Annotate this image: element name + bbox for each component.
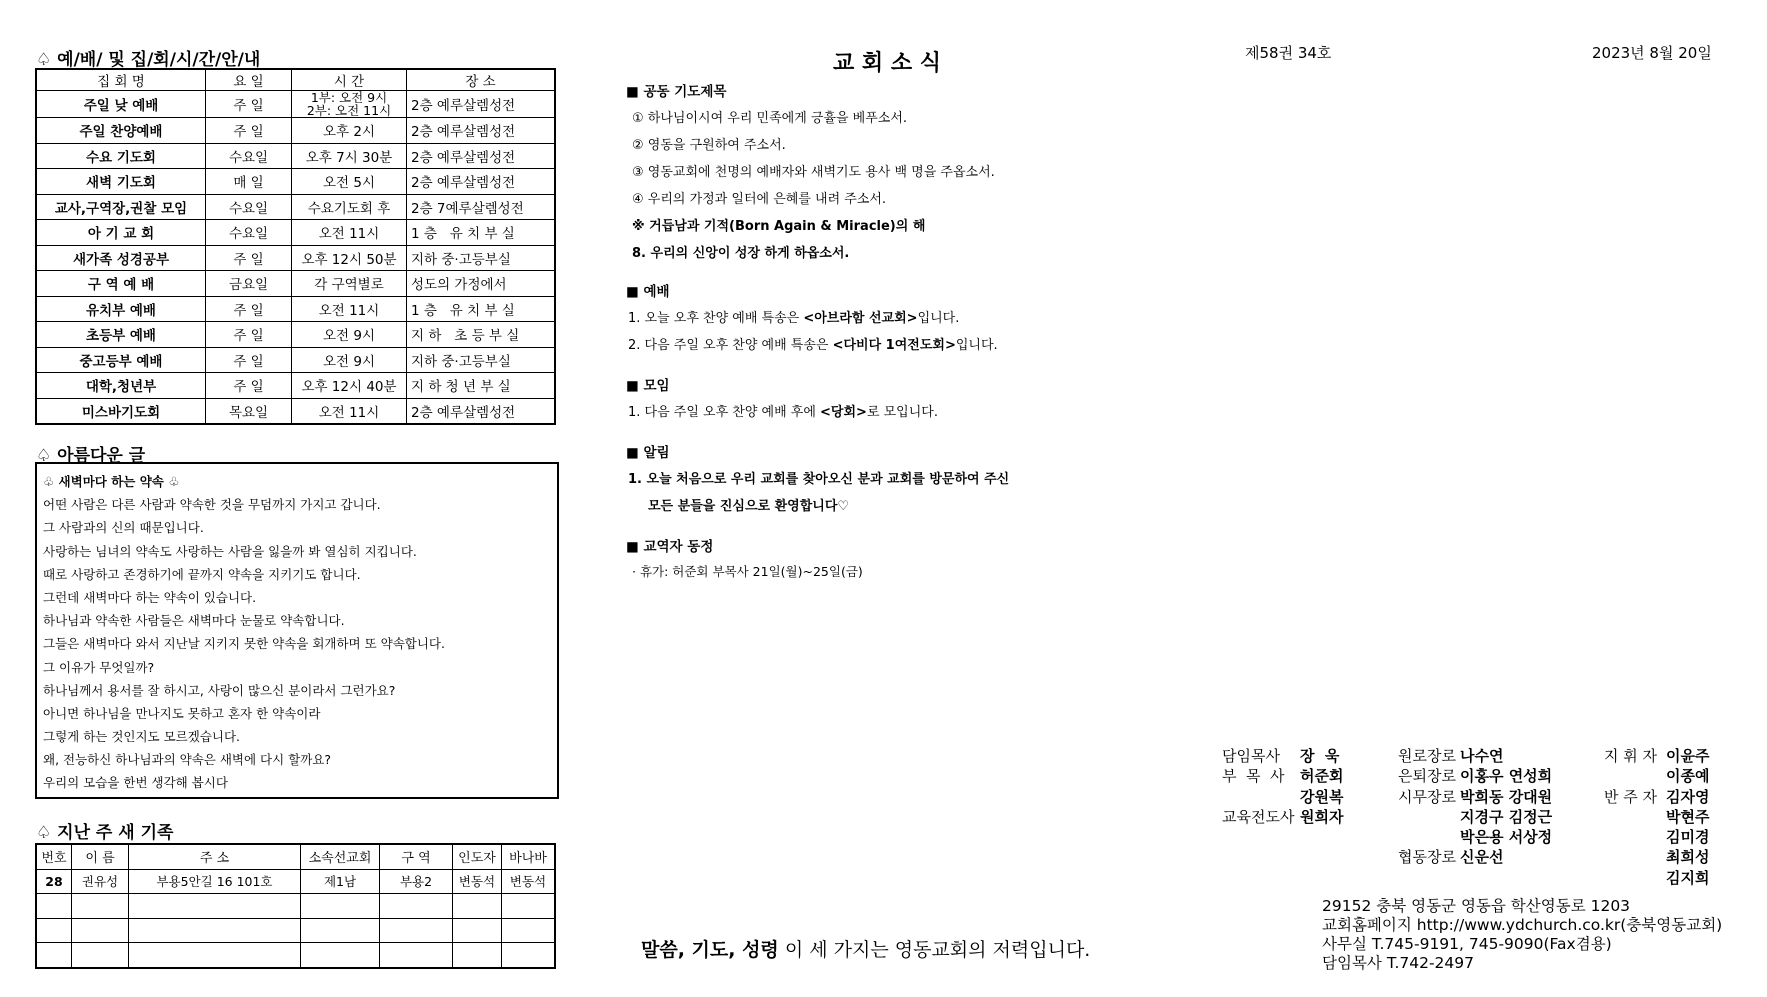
staff-role: [1398, 826, 1460, 846]
schedule-name: 구 역 예 배: [36, 271, 206, 297]
poem-line: 우리의 모습을 한번 생각해 봅시다: [43, 775, 228, 791]
family-address: 부용5안길 16 101호: [129, 869, 301, 894]
homepage-link[interactable]: 교회홈페이지 http://www.ydchurch.co.kr(충북영동교회): [1322, 916, 1723, 934]
poem-heading: ♧ 새벽마다 하는 약속 ♧: [43, 474, 180, 489]
staff-name: 허준회: [1300, 767, 1344, 786]
family-barnabas: [502, 943, 556, 968]
poem-line: 하나님과 약속한 사람들은 새벽마다 눈물로 약속합니다.: [43, 613, 345, 629]
schedule-time: 오전 5시: [292, 169, 407, 195]
church-contact: [1322, 897, 1722, 973]
staff-role: 은퇴장로: [1398, 767, 1456, 786]
address: 29152 충북 영동군 영동읍 학산영동로 1203: [1322, 897, 1631, 915]
schedule-row: [36, 322, 555, 348]
schedule-time: 오전 9시: [292, 347, 407, 373]
staff-role: 교육전도사: [1222, 807, 1295, 826]
schedule-day: 주 일: [206, 91, 292, 118]
family-guide: [453, 918, 502, 943]
staff-row: [1222, 745, 1343, 765]
schedule-place: 지 하 청 년 부 실: [407, 373, 556, 399]
schedule-time: 오후 2시: [292, 118, 407, 144]
staff-row: [1604, 745, 1709, 765]
staff-name: 원희자: [1300, 807, 1344, 826]
worship-item: [626, 307, 1146, 334]
schedule-place: 2층 7예루살렘성전: [407, 194, 556, 220]
schedule-place: 1 층 유 치 부 실: [407, 220, 556, 246]
staff-column-3: [1604, 745, 1709, 887]
worship-item: [626, 334, 1146, 374]
family-header: 소속선교회: [301, 844, 380, 869]
worship-item-group: <다비다 1여전도회>: [832, 338, 956, 353]
schedule-time: 오전 9시: [292, 322, 407, 348]
schedule-name: 미스바기도회: [36, 398, 206, 424]
staff-role: [1604, 765, 1666, 785]
staff-name: 김자영: [1666, 787, 1710, 806]
schedule-name: 유치부 예배: [36, 296, 206, 322]
staff-row: [1604, 786, 1709, 806]
worship-item-text: 입니다.: [955, 338, 998, 353]
poem-line: 하나님께서 용서를 잘 하시고, 사랑이 많으신 분이라서 그런가요?: [43, 682, 396, 698]
staff-row: [1604, 826, 1709, 846]
year-theme: ※ 거듭남과 기적(Born Again & Miracle)의 해: [632, 219, 926, 234]
family-number: [36, 894, 72, 919]
schedule-row: [36, 143, 555, 169]
worship-heading: ■ 예배: [626, 284, 670, 300]
staff-row: [1398, 745, 1552, 765]
schedule-title: ♤ 예/배/ 및 집/회/시/간/안/내: [36, 50, 261, 70]
staff-name: 박은용 서상정: [1460, 828, 1553, 847]
family-name: [72, 943, 129, 968]
schedule-row: [36, 271, 555, 297]
schedule-time: 1부: 오전 9시 2부: 오전 11시: [292, 91, 407, 118]
staff-role: [1222, 786, 1300, 806]
meeting-item: [626, 401, 1146, 441]
schedule-name: 대학,청년부: [36, 373, 206, 399]
family-district: 부용2: [380, 869, 453, 894]
schedule-row: [36, 373, 555, 399]
staff-role: 지 휘 자: [1604, 747, 1658, 765]
month-theme: 8. 우리의 신앙이 성장 하게 하옵소서.: [632, 246, 850, 261]
poem-line: 때로 사랑하고 존경하기에 끝까지 약속을 지키기도 합니다.: [43, 566, 361, 582]
poem-line: 아니면 하나님을 만나지도 못하고 혼자 한 약속이라: [43, 705, 321, 721]
schedule-day: 주 일: [206, 373, 292, 399]
staff-name: 박희동 강대원: [1460, 787, 1553, 806]
family-table: [35, 843, 556, 969]
staff-name: 나수연: [1460, 747, 1504, 765]
schedule-table: [35, 68, 556, 425]
worship-item-text: 1. 오늘 오후 찬양 예배 특송은: [628, 311, 804, 326]
staff-row: [1398, 826, 1552, 846]
schedule-row: [36, 169, 555, 195]
family-address: [129, 918, 301, 943]
family-barnabas: [502, 918, 556, 943]
schedule-day: 주 일: [206, 347, 292, 373]
schedule-place: 성도의 가정에서: [407, 271, 556, 297]
family-title: ♤ 지난 주 새 기족: [36, 823, 174, 843]
motto-rest: 이 세 가지는 영동교회의 저력입니다.: [778, 939, 1091, 961]
family-number: [36, 918, 72, 943]
meeting-item-group: <당회>: [820, 405, 867, 420]
staff-role: 시무장로: [1398, 787, 1456, 806]
schedule-time: 오후 7시 30분: [292, 143, 407, 169]
staff-row: [1222, 765, 1343, 785]
family-name: [72, 918, 129, 943]
schedule-row: [36, 245, 555, 271]
staff-row: [1222, 806, 1343, 826]
schedule-place: 지하 중·고등부실: [407, 347, 556, 373]
schedule-row: [36, 296, 555, 322]
family-row: [36, 869, 555, 894]
office-phone: 사무실 T.745-9191, 745-9090(Fax겸용): [1322, 935, 1612, 953]
schedule-day: 수요일: [206, 194, 292, 220]
meeting-item-text: 로 모입니다.: [866, 405, 938, 420]
family-mission: 제1남: [301, 869, 380, 894]
staff-row: [1398, 846, 1552, 866]
motto-bold: 말씀, 기도, 성령: [641, 939, 779, 961]
staff-role: 부 목 사: [1222, 767, 1285, 786]
family-guide: [453, 894, 502, 919]
schedule-place: 지 하 초 등 부 실: [407, 322, 556, 348]
schedule-name: 초등부 예배: [36, 322, 206, 348]
family-header: 주 소: [129, 844, 301, 869]
family-district: [380, 943, 453, 968]
staff-row: [1222, 786, 1343, 806]
family-district: [380, 894, 453, 919]
poem-line: 왜, 전능하신 하나님과의 약속은 새벽에 다시 할까요?: [43, 752, 332, 768]
schedule-day: 주 일: [206, 245, 292, 271]
family-district: [380, 918, 453, 943]
schedule-day: 주 일: [206, 296, 292, 322]
schedule-name: 중고등부 예배: [36, 347, 206, 373]
family-number: [36, 943, 72, 968]
schedule-row: [36, 194, 555, 220]
schedule-time: 오전 11시: [292, 220, 407, 246]
staff-role: [1604, 806, 1666, 826]
staff-role: 담임목사: [1222, 747, 1280, 765]
schedule-place: 2층 예루살렘성전: [407, 169, 556, 195]
schedule-day: 목요일: [206, 398, 292, 424]
church-news: [626, 80, 1146, 589]
staff-name: 신운선: [1460, 848, 1504, 867]
staff-role: [1398, 806, 1460, 826]
schedule-day: 주 일: [206, 118, 292, 144]
staff-news-item: · 휴가: 허준회 부목사 21일(월)~25일(금): [632, 564, 863, 579]
poem-line: 어떤 사람은 다른 사람과 약속한 것을 무덤까지 가지고 갑니다.: [43, 497, 381, 513]
family-guide: 변동석: [453, 869, 502, 894]
prayer-item: ② 영동을 구원하여 주소서.: [632, 138, 786, 153]
family-mission: [301, 943, 380, 968]
family-header: 구 역: [380, 844, 453, 869]
staff-role: 반 주 자: [1604, 787, 1658, 806]
schedule-header: 장 소: [407, 69, 556, 91]
schedule-day: 금요일: [206, 271, 292, 297]
worship-item-text: 2. 다음 주일 오후 찬양 예배 특송은: [628, 338, 833, 353]
family-name: 권유성: [72, 869, 129, 894]
volume-number: 제58권 34호: [1245, 44, 1332, 62]
staff-name: 김미경: [1666, 828, 1710, 847]
family-header-row: [36, 844, 555, 869]
staff-name: 최희성: [1666, 848, 1710, 867]
family-row: [36, 918, 555, 943]
schedule-day: 매 일: [206, 169, 292, 195]
family-header: 인도자: [453, 844, 502, 869]
staff-row: [1604, 846, 1709, 866]
notice-line: 1. 오늘 처음으로 우리 교회를 찾아오신 분과 교회를 방문하여 주신: [628, 472, 1010, 487]
staff-row: [1398, 806, 1552, 826]
family-row: [36, 894, 555, 919]
schedule-day: 주 일: [206, 322, 292, 348]
staff-name: 지경구 김정근: [1460, 807, 1553, 826]
issue-date: 2023년 8월 20일: [1592, 44, 1712, 62]
meeting-item-text: 1. 다음 주일 오후 찬양 예배 후에: [628, 405, 821, 420]
staff-name: 박현주: [1666, 807, 1710, 826]
poem-box: [35, 462, 559, 799]
prayer-item: ④ 우리의 가정과 일터에 은혜를 내려 주소서.: [632, 192, 887, 207]
family-address: [129, 943, 301, 968]
poem-line: 그 사람과의 신의 때문입니다.: [43, 520, 204, 536]
staff-role: [1604, 867, 1666, 887]
family-mission: [301, 918, 380, 943]
schedule-row: [36, 398, 555, 424]
schedule-name: 아 기 교 회: [36, 220, 206, 246]
poem-line: 그렇게 하는 것인지도 모르겠습니다.: [43, 729, 241, 745]
staff-row: [1604, 806, 1709, 826]
schedule-place: 1 층 유 치 부 실: [407, 296, 556, 322]
staff-name: 강원복: [1300, 787, 1344, 806]
family-mission: [301, 894, 380, 919]
meeting-heading: ■ 모임: [626, 378, 670, 394]
family-name: [72, 894, 129, 919]
schedule-place: 2층 예루살렘성전: [407, 91, 556, 118]
poem-section-title: ♤ 아름다운 글: [36, 446, 146, 466]
staff-row: [1398, 786, 1552, 806]
notice-line: 모든 분들을 진심으로 환영합니다♡: [648, 499, 850, 514]
notice-heading: ■ 알림: [626, 445, 670, 461]
schedule-place: 2층 예루살렘성전: [407, 143, 556, 169]
poem-line: 그런데 새벽마다 하는 약속이 있습니다.: [43, 589, 257, 605]
schedule-name: 주일 낮 예배: [36, 91, 206, 118]
prayer-item: ③ 영동교회에 천명의 예배자와 새벽기도 용사 백 명을 주옵소서.: [632, 165, 995, 180]
schedule-time: 수요기도회 후: [292, 194, 407, 220]
schedule-name: 수요 기도회: [36, 143, 206, 169]
schedule-row: [36, 91, 555, 118]
worship-item-text: 입니다.: [917, 311, 960, 326]
schedule-time: 오전 11시: [292, 296, 407, 322]
prayer-item: ① 하나님이시여 우리 민족에게 긍휼을 베푸소서.: [632, 111, 908, 126]
staff-column-1: [1222, 745, 1343, 826]
staff-name: 이윤주: [1666, 747, 1710, 765]
family-address: [129, 894, 301, 919]
family-header: 바나바: [502, 844, 556, 869]
schedule-day: 수요일: [206, 143, 292, 169]
schedule-name: 교사,구역장,권찰 모임: [36, 194, 206, 220]
prayer-heading: ■ 공동 기도제목: [626, 84, 727, 100]
staff-role: [1604, 826, 1666, 846]
family-barnabas: 변동석: [502, 869, 556, 894]
schedule-header: 시 간: [292, 69, 407, 91]
schedule-time: 오후 12시 50분: [292, 245, 407, 271]
staff-role: 원로장로: [1398, 747, 1456, 765]
schedule-place: 2층 예루살렘성전: [407, 118, 556, 144]
worship-item-group: <아브라함 선교회>: [803, 311, 918, 326]
schedule-name: 새가족 성경공부: [36, 245, 206, 271]
family-header: 번호: [36, 844, 72, 869]
schedule-place: 2층 예루살렘성전: [407, 398, 556, 424]
staff-column-2: [1398, 745, 1552, 867]
staff-role: 협동장로: [1398, 848, 1456, 867]
staff-news-heading: ■ 교역자 동정: [626, 539, 714, 555]
schedule-time: 오전 11시: [292, 398, 407, 424]
church-motto: [641, 935, 1090, 962]
staff-name: 이홍우 연성희: [1460, 767, 1553, 786]
staff-row: [1398, 765, 1552, 785]
poem-line: 사랑하는 님녀의 약속도 사랑하는 사람을 잃을까 봐 열심히 지킵니다.: [43, 543, 417, 559]
page-title: 교 회 소 식: [833, 51, 941, 76]
schedule-header: 집 회 명: [36, 69, 206, 91]
schedule-row: [36, 220, 555, 246]
family-guide: [453, 943, 502, 968]
staff-row: [1604, 765, 1709, 785]
staff-row: [1604, 867, 1709, 887]
schedule-row: [36, 118, 555, 144]
schedule-header-row: [36, 69, 555, 91]
schedule-name: 새벽 기도회: [36, 169, 206, 195]
poem-line: 그들은 새벽마다 와서 지난날 지키지 못한 약속을 회개하며 또 약속합니다.: [43, 636, 445, 652]
family-row: [36, 943, 555, 968]
poem-line: 그 이유가 무엇일까?: [43, 659, 155, 675]
schedule-place: 지하 중·고등부실: [407, 245, 556, 271]
staff-name: 김지희: [1666, 868, 1710, 887]
staff-role: [1604, 846, 1666, 866]
staff-name: 이종예: [1666, 767, 1710, 786]
schedule-name: 주일 찬양예배: [36, 118, 206, 144]
family-number: 28: [36, 869, 72, 894]
schedule-row: [36, 347, 555, 373]
staff-name: 장 욱: [1300, 747, 1340, 765]
family-header: 이 름: [72, 844, 129, 869]
pastor-phone: 담임목사 T.742-2497: [1322, 954, 1474, 972]
schedule-header: 요 일: [206, 69, 292, 91]
schedule-time: 각 구역별로: [292, 271, 407, 297]
family-barnabas: [502, 894, 556, 919]
schedule-day: 수요일: [206, 220, 292, 246]
schedule-time: 오후 12시 40분: [292, 373, 407, 399]
